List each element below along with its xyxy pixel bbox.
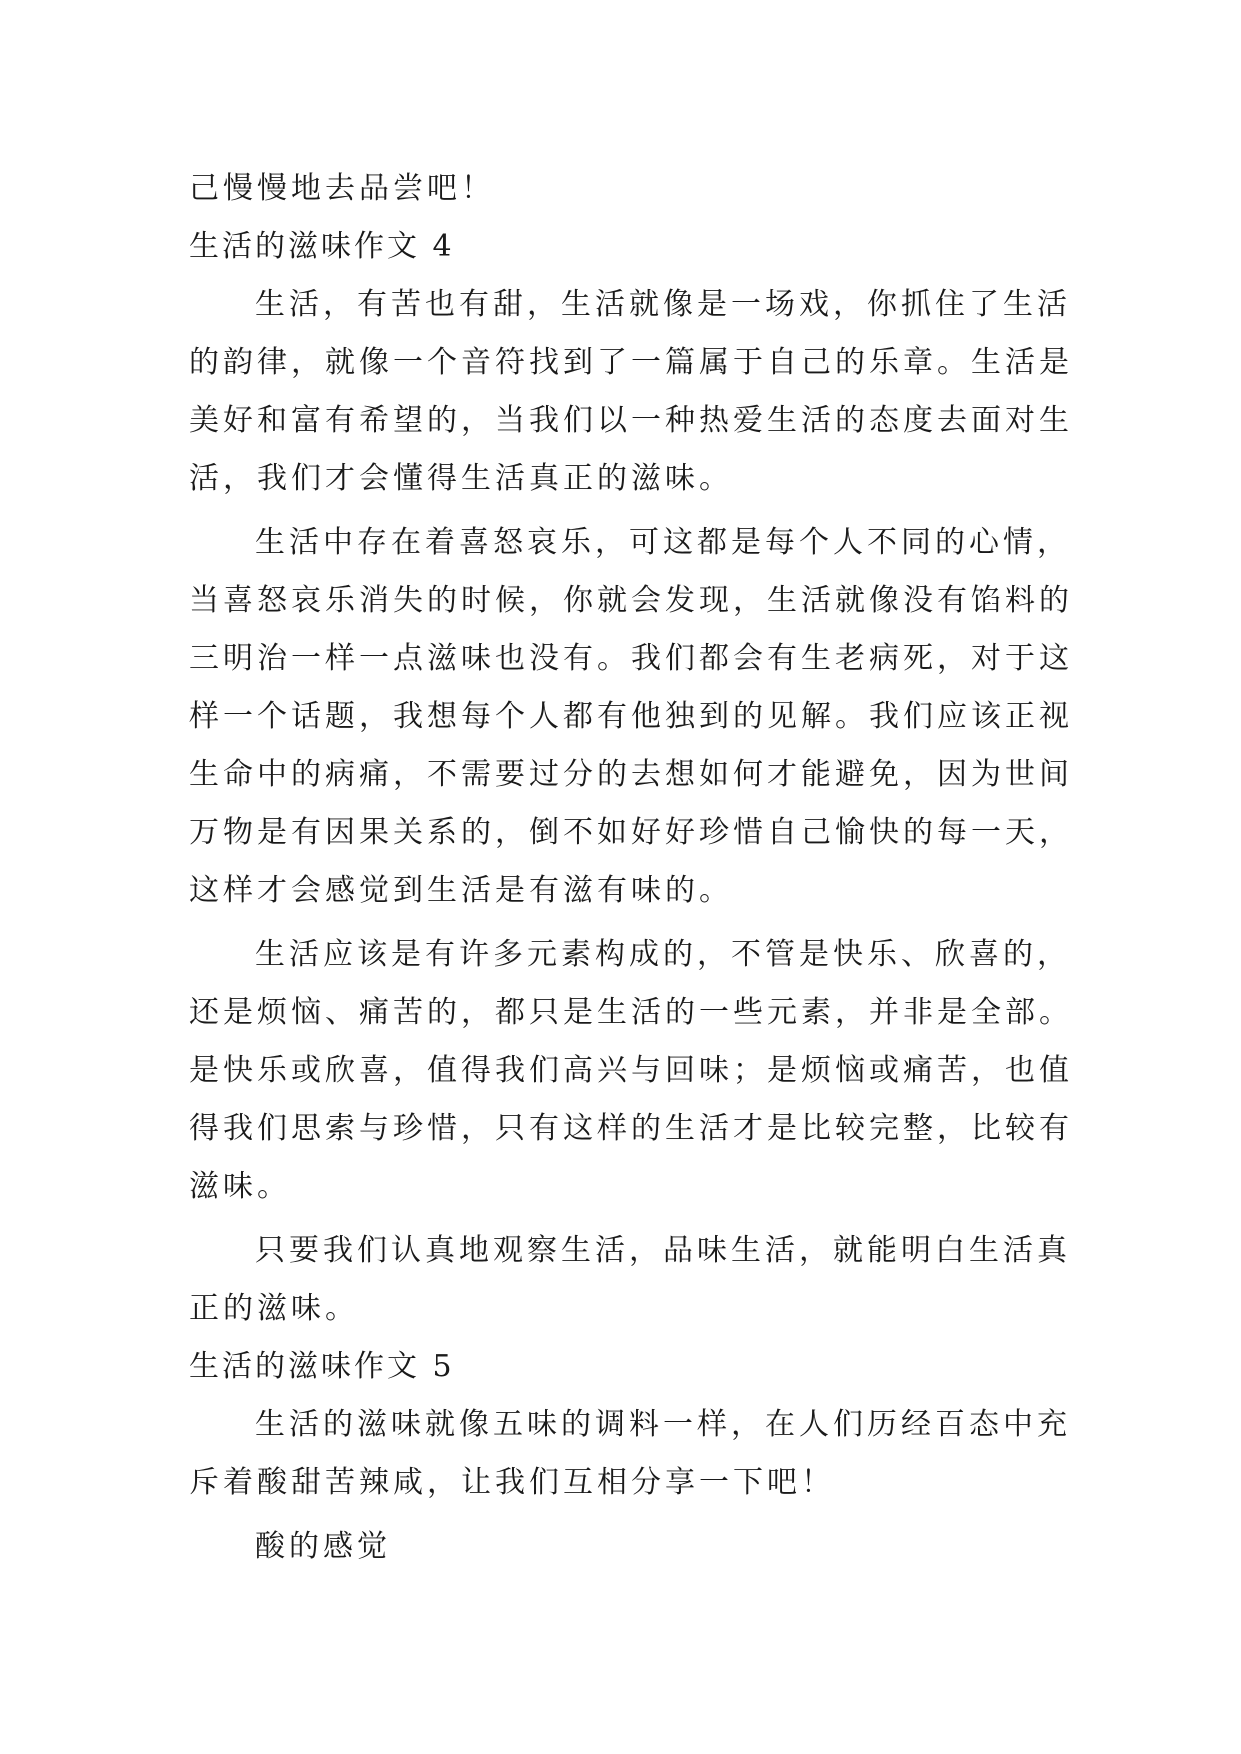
paragraph-line: 样一个话题，我想每个人都有他独到的见解。我们应该正视 bbox=[189, 699, 1073, 734]
paragraph-line: 生命中的病痛，不需要过分的去想如何才能避免，因为世间 bbox=[189, 757, 1073, 792]
section-heading-5: 生活的滋味作文 5 bbox=[189, 1349, 455, 1384]
paragraph-line: 当喜怒哀乐消失的时候，你就会发现，生活就像没有馅料的 bbox=[189, 583, 1073, 618]
paragraph-line: 这样才会感觉到生活是有滋有味的。 bbox=[189, 873, 733, 908]
paragraph-line: 正的滋味。 bbox=[189, 1291, 359, 1326]
paragraph-line: 只要我们认真地观察生活，品味生活，就能明白生活真 bbox=[255, 1233, 1071, 1268]
paragraph-line: 生活，有苦也有甜，生活就像是一场戏，你抓住了生活 bbox=[255, 287, 1071, 322]
paragraph-line: 是快乐或欣喜，值得我们高兴与回味；是烦恼或痛苦，也值 bbox=[189, 1053, 1073, 1088]
paragraph-line: 活，我们才会懂得生活真正的滋味。 bbox=[189, 461, 733, 496]
lead-line: 己慢慢地去品尝吧！ bbox=[189, 171, 495, 206]
paragraph-line: 美好和富有希望的，当我们以一种热爱生活的态度去面对生 bbox=[189, 403, 1073, 438]
document-body bbox=[189, 160, 1073, 1576]
paragraph-line: 得我们思索与珍惜，只有这样的生活才是比较完整，比较有 bbox=[189, 1111, 1073, 1146]
paragraph-line: 的韵律，就像一个音符找到了一篇属于自己的乐章。生活是 bbox=[189, 345, 1073, 380]
paragraph-line: 生活的滋味就像五味的调料一样，在人们历经百态中充 bbox=[255, 1407, 1071, 1442]
paragraph-3 bbox=[189, 926, 1073, 1216]
paragraph-line: 生活应该是有许多元素构成的，不管是快乐、欣喜的， bbox=[255, 937, 1071, 972]
section-heading-4: 生活的滋味作文 4 bbox=[189, 229, 455, 264]
paragraph-1 bbox=[189, 276, 1073, 508]
paragraph-line: 三明治一样一点滋味也没有。我们都会有生老病死，对于这 bbox=[189, 641, 1073, 676]
paragraph-line: 生活中存在着喜怒哀乐，可这都是每个人不同的心情， bbox=[255, 525, 1071, 560]
paragraph-4 bbox=[189, 1222, 1069, 1338]
paragraph-line: 滋味。 bbox=[189, 1169, 291, 1204]
paragraph-2 bbox=[189, 514, 1073, 920]
paragraph-line: 还是烦恼、痛苦的，都只是生活的一些元素，并非是全部。 bbox=[189, 995, 1073, 1030]
paragraph-5 bbox=[189, 1396, 1069, 1512]
paragraph-6 bbox=[189, 1518, 1069, 1576]
paragraph-line: 酸的感觉 bbox=[255, 1529, 391, 1564]
paragraph-line: 斥着酸甜苦辣咸，让我们互相分享一下吧！ bbox=[189, 1465, 835, 1500]
paragraph-line: 万物是有因果关系的，倒不如好好珍惜自己愉快的每一天， bbox=[189, 815, 1073, 850]
